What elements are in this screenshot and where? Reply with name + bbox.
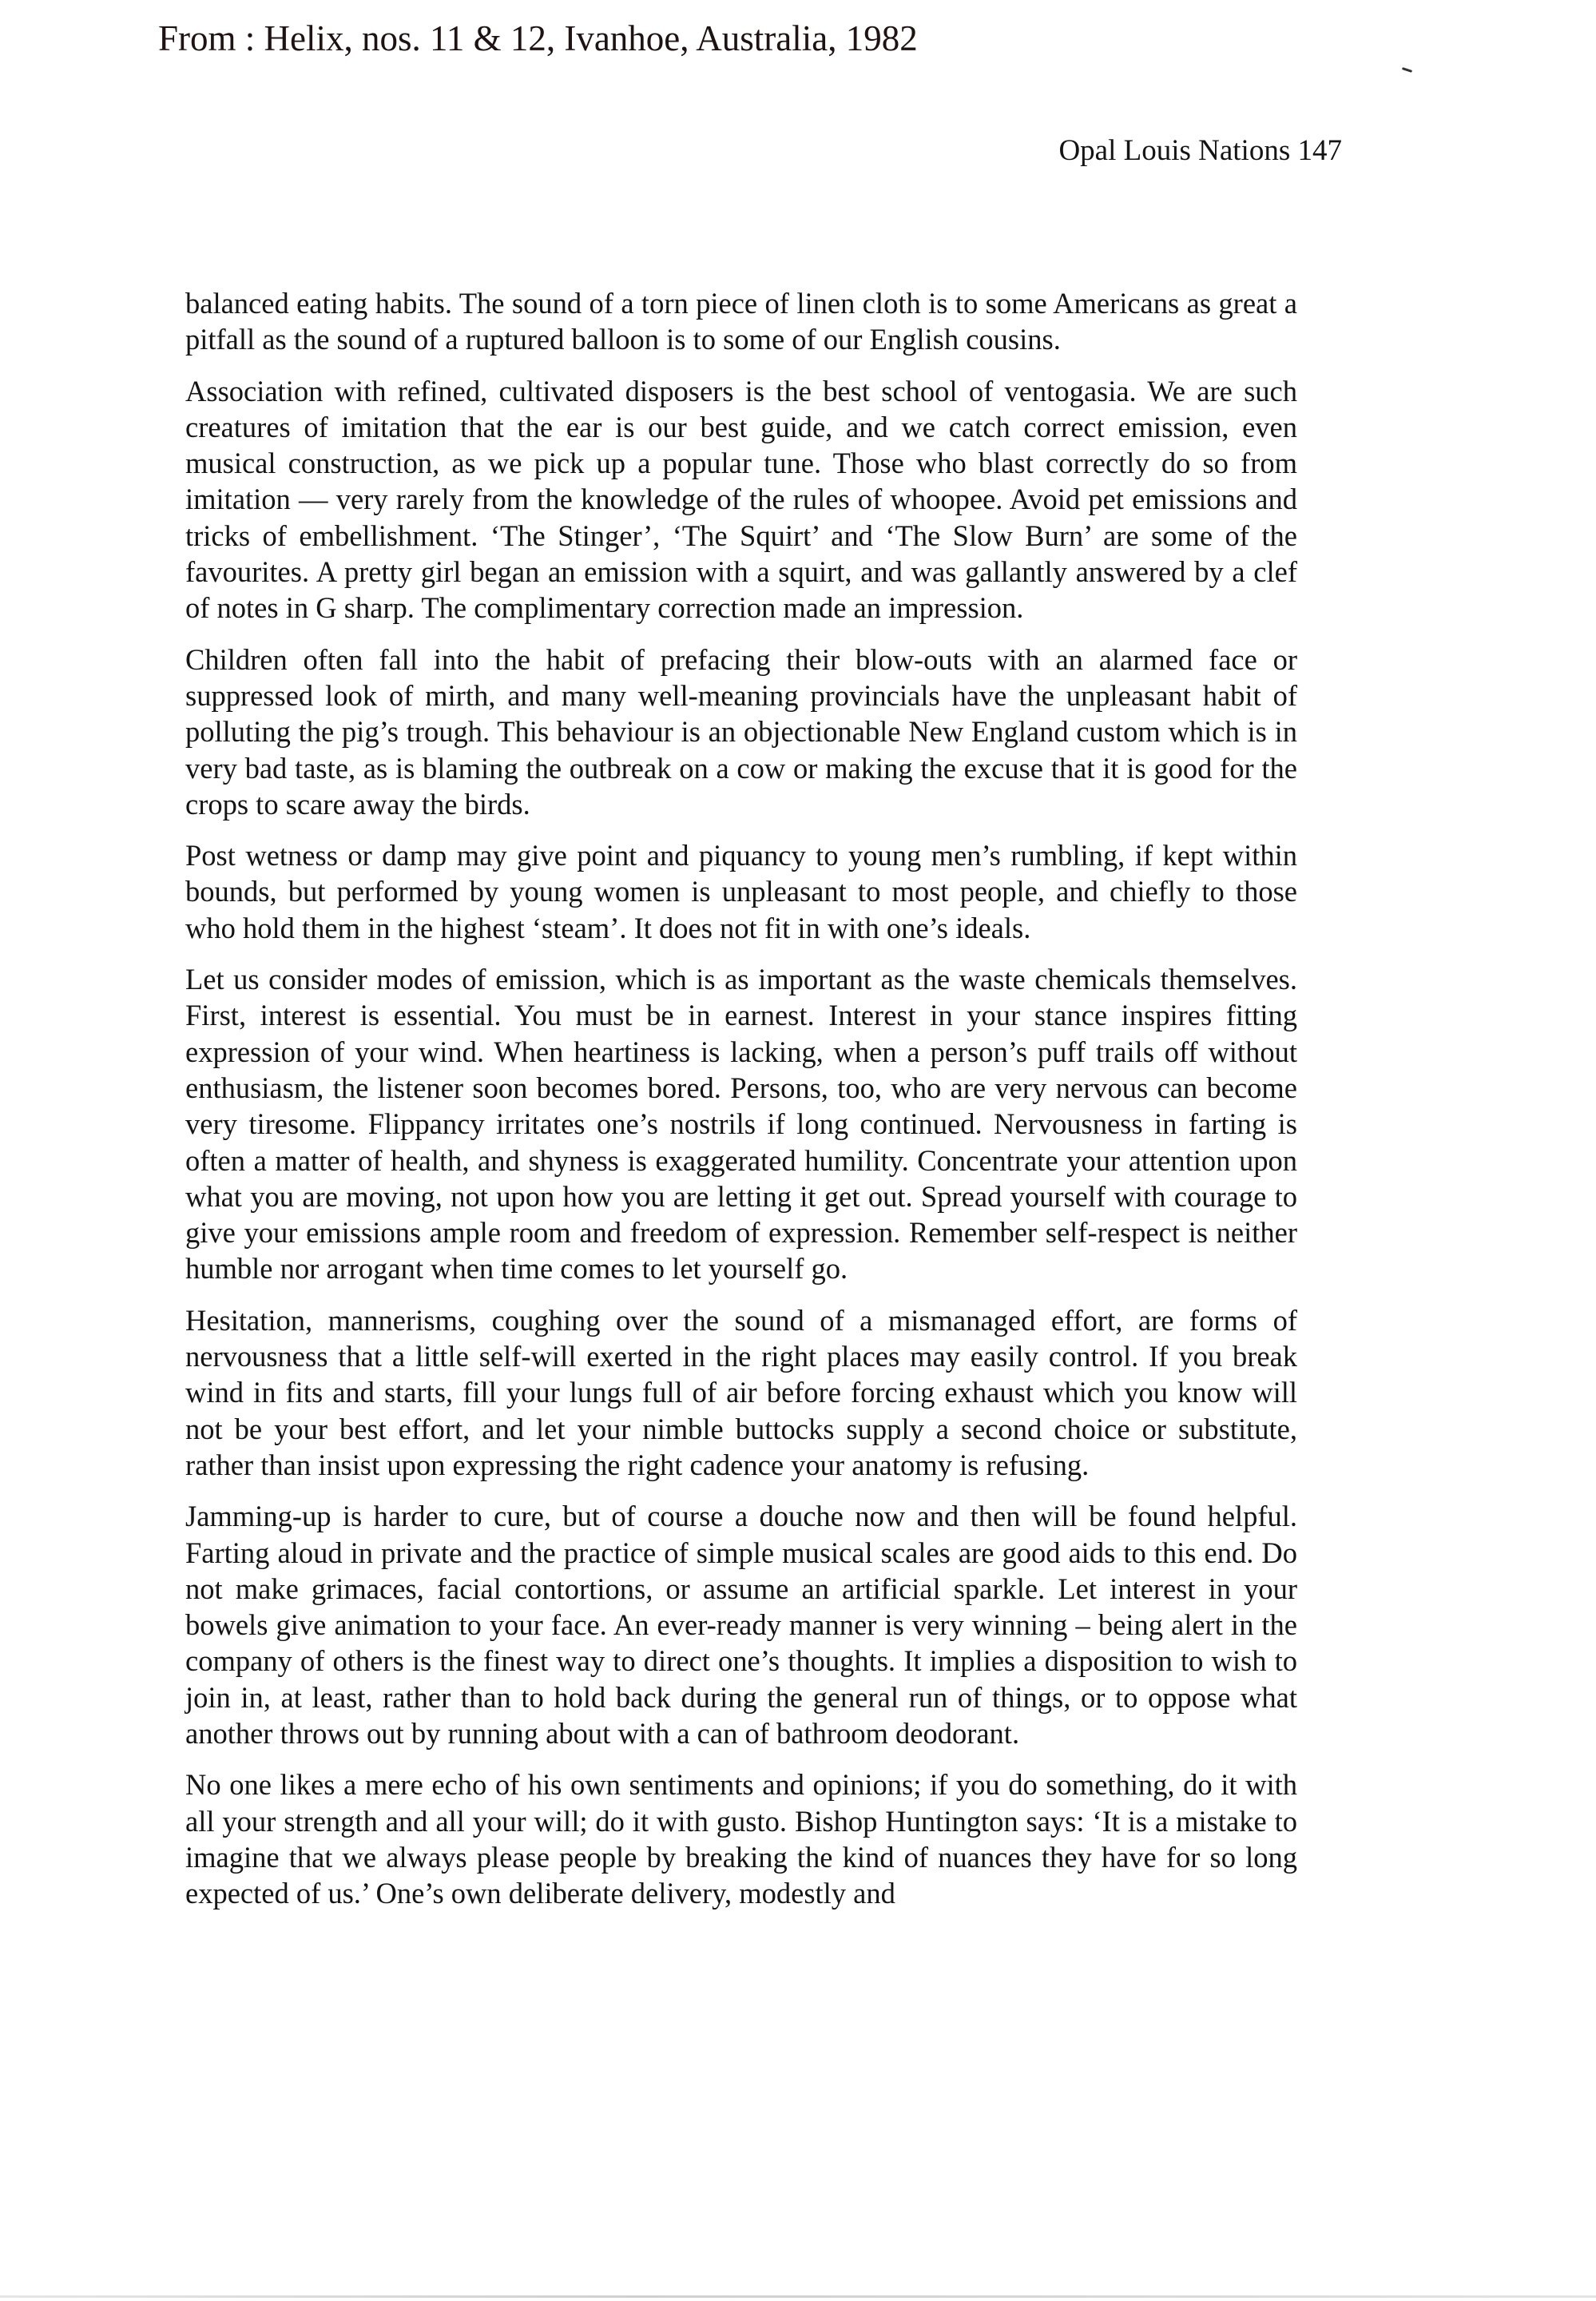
paragraph: Post wetness or damp may give point and piquancy to young men’s rumbling, if kept within bounds, but performed by young women is unpleasant to most people, and chiefly to those who hold them in the highest ‘steam’. It does not fit in with one’s ideals.: [185, 839, 1297, 944]
page-bottom-edge: [0, 2295, 1596, 2298]
source-citation: From : Helix, nos. 11 & 12, Ivanhoe, Australia, 1982: [158, 18, 918, 58]
scan-mark: [1402, 67, 1412, 73]
paragraph: Let us consider modes of emission, which is as important as the waste chemicals themselves. First, interest is essential. You must be in earnest. Interest in your stance inspires fitting expression of your wind. When heartiness is lacking, when a person’s puff trails off without enthusiasm, the listener soon becomes bored. Persons, too, who are very nervous can become very tiresome. Flippancy irritates one’s nostrils if long continued. Nervousness in farting is often a matter of health, and shyness is exaggerated humility. Concentrate your attention upon what you are moving, not upon how you are letting it get out. Spread yourself with courage to give your emissions ample room and freedom of expression. Remember self-respect is neither humble nor arrogant when time comes to let yourself go.: [185, 963, 1297, 1286]
paragraph: No one likes a mere echo of his own sentiments and opinions; if you do something, do it with all your strength and all your will; do it with gusto. Bishop Huntington says: ‘It is a mistake to imagine that we always please people by breaking the kind of nuances they have for so long expected of us.’ One’s own deliberate delivery, modestly and: [185, 1768, 1297, 1910]
body-text: [185, 285, 1297, 1911]
paragraph: balanced eating habits. The sound of a torn piece of linen cloth is to some Americans as great a pitfall as the sound of a ruptured balloon is to some of our English cousins.: [185, 287, 1297, 356]
paragraph: Children often fall into the habit of prefacing their blow-outs with an alarmed face or suppressed look of mirth, and many well-meaning provincials have the unpleasant habit of polluting the pig’s trough. This behaviour is an objectionable New England custom which is in very bad taste, as is blaming the outbreak on a cow or making the excuse that it is good for the crops to scare away the birds.: [185, 642, 1297, 821]
running-head-author-page: Opal Louis Nations 147: [1058, 134, 1342, 167]
paragraph: Association with refined, cultivated disposers is the best school of ventogasia. We are such creatures of imitation that the ear is our best guide, and we catch correct emission, even musical construction, as we pick up a popular tune. Those who blast correctly do so from imitation — very rarely from the knowledge of the rules of whoopee. Avoid pet emissions and tricks of embellishment. ‘The Stinger’, ‘The Squirt’ and ‘The Slow Burn’ are some of the favourites. A pretty girl began an emission with a squirt, and was gallantly answered by a clef of notes in G sharp. The complimentary correction made an impression.: [185, 374, 1297, 625]
paragraph: Jamming-up is harder to cure, but of course a douche now and then will be found helpful. Farting aloud in private and the practice of simple musical scales are good aids to this end. Do not make grimaces, facial contortions, or assume an artificial sparkle. Let interest in your bowels give animation to your face. An ever-ready manner is very winning – being alert in the company of others is the finest way to direct one’s thoughts. It implies a disposition to wish to join in, at least, rather than to hold back during the general run of things, or to oppose what another throws out by running about with a can of bathroom deodorant.: [185, 1500, 1297, 1750]
paragraph: Hesitation, mannerisms, coughing over the sound of a mismanaged effort, are forms of nervousness that a little self-will exerted in the right places may easily control. If you break wind in fits and starts, fill your lungs full of air before forcing exhaust which you know will not be your best effort, and let your nimble buttocks supply a second choice or substitute, rather than insist upon expressing the right cadence your anatomy is refusing.: [185, 1303, 1297, 1481]
